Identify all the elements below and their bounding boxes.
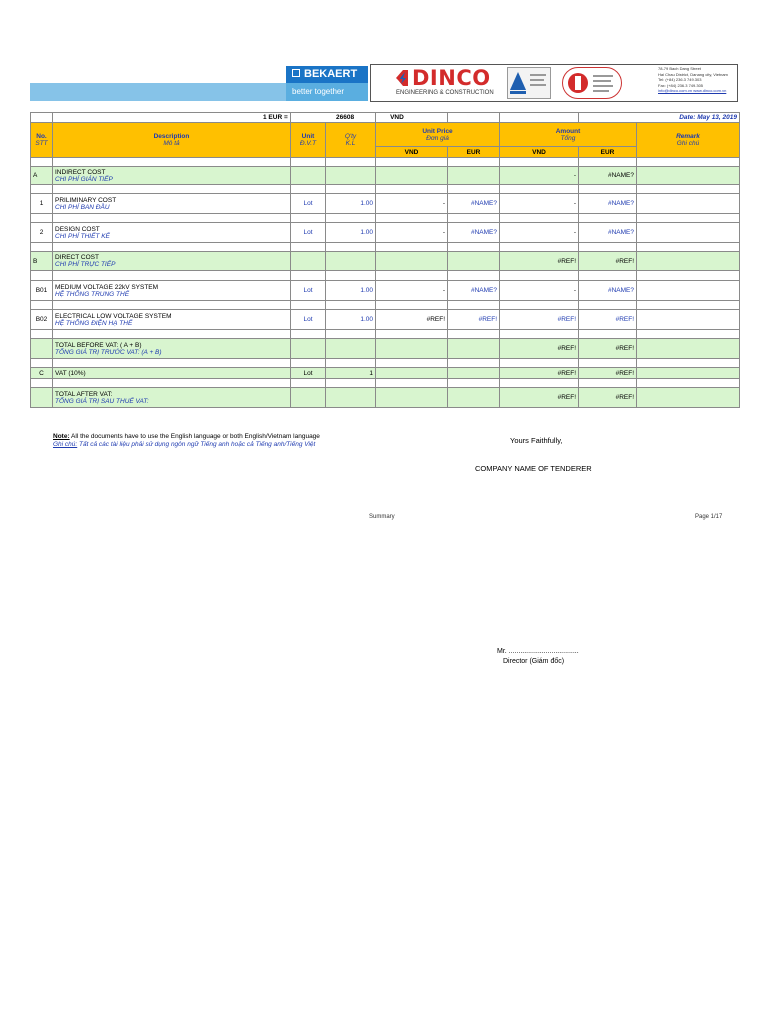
col-label: Amount	[555, 127, 581, 135]
unit-price-eur: #NAME?	[448, 281, 500, 301]
sheet-name: Summary	[369, 514, 395, 520]
desc-vi: CHI PHÍ BAN ĐẦU	[55, 203, 110, 211]
col-label: No.	[36, 133, 47, 140]
col-label-vi: Đơn giá	[426, 134, 449, 142]
note-label: Note:	[53, 433, 70, 440]
col-description-header	[53, 123, 291, 158]
desc-vi: HỆ THỐNG TRUNG THẾ	[55, 290, 130, 298]
table-row	[31, 252, 740, 271]
desc-vi: CHI PHÍ TRỰC TIẾP	[55, 261, 116, 268]
col-label: Unit	[301, 133, 315, 140]
cost-summary-table	[30, 112, 740, 408]
note-text: All the documents have to use the English language or both English/Vietnam language	[69, 433, 320, 440]
table-row	[31, 223, 740, 243]
col-label: Q'ty	[344, 133, 357, 140]
desc-en: DESIGN COST	[55, 225, 100, 233]
desc-vi: TỔNG GIÁ TRỊ TRƯỚC VAT: (A + B)	[55, 348, 162, 356]
row-description: VAT (10%)	[53, 368, 291, 379]
certification-logo-2	[562, 67, 622, 99]
row-description	[53, 310, 291, 330]
col-remark-header	[637, 123, 740, 158]
note-text-vi: Tất cả các tài liệu phải sử dụng ngôn ngữ Tiếng anh hoặc cả Tiếng anh/Tiếng Việt	[77, 441, 316, 448]
quantity: 1.00	[326, 310, 376, 330]
desc-vi: HỆ THỐNG ĐIỆN HẠ THẾ	[55, 319, 133, 327]
col-label-vi: Mô tả	[163, 140, 180, 147]
amount-eur: #NAME?	[579, 281, 637, 301]
amount-vnd: #REF!	[500, 388, 579, 408]
unit: Lot	[291, 223, 326, 243]
bekaert-logo	[286, 66, 368, 83]
quantity: 1.00	[326, 194, 376, 214]
unit: Lot	[291, 310, 326, 330]
unit: Lot	[291, 368, 326, 379]
table-row	[31, 194, 740, 214]
row-description	[53, 388, 291, 408]
document-date: Date: May 13, 2019	[679, 114, 737, 121]
row-description	[53, 194, 291, 214]
table-row	[31, 281, 740, 301]
note-label-vi: Ghi chú:	[53, 441, 78, 448]
row-description	[53, 223, 291, 243]
col-label: Unit Price	[422, 127, 453, 135]
amount-vnd: -	[500, 167, 579, 185]
address-line: 78-79 Bach Dang Street	[658, 66, 701, 71]
amount-vnd: #REF!	[500, 310, 579, 330]
row-no: B01	[31, 281, 53, 301]
col-no-header	[31, 123, 53, 158]
unit-price-vnd: -	[376, 194, 448, 214]
col-amt-eur-header: EUR	[579, 147, 637, 158]
row-no: B	[31, 252, 53, 271]
page-number: Page 1/17	[695, 514, 723, 520]
table-row	[31, 388, 740, 408]
closing-yours: Yours Faithfully,	[510, 436, 563, 445]
unit: Lot	[291, 194, 326, 214]
col-qty-header	[326, 123, 376, 158]
unit-price-eur: #NAME?	[448, 194, 500, 214]
signatory-title: Director (Giám đốc)	[503, 658, 565, 665]
col-label-vi: Ghi chú	[676, 140, 700, 147]
desc-en: DIRECT COST	[55, 254, 99, 261]
unit-price-eur: #REF!	[448, 310, 500, 330]
unit-price-vnd: -	[376, 223, 448, 243]
amount-eur: #REF!	[579, 310, 637, 330]
desc-en: MEDIUM VOLTAGE 22kV SYSTEM	[55, 283, 159, 291]
dinco-lightning-icon	[394, 68, 410, 88]
col-amount-header	[500, 123, 637, 147]
company-name-of-tenderer: COMPANY NAME OF TENDERER	[475, 464, 592, 473]
col-up-eur-header: EUR	[448, 147, 500, 158]
address-line: Tel: (+84) 236.3 749.303	[658, 77, 702, 82]
unit: Lot	[291, 281, 326, 301]
table-row	[31, 339, 740, 359]
table-row	[31, 310, 740, 330]
desc-en: TOTAL BEFORE VAT: ( A + B)	[55, 341, 142, 349]
quantity: 1	[326, 368, 376, 379]
dinco-subtitle: ENGINEERING & CONSTRUCTION	[396, 90, 494, 96]
unit-price-eur: #NAME?	[448, 223, 500, 243]
address-line: Fax: (+84) 236.3 749.305	[658, 82, 704, 88]
document-note	[53, 433, 320, 449]
col-label-vi: Tổng	[560, 134, 576, 142]
bekaert-tagline: better together	[286, 83, 368, 101]
amount-eur: #NAME?	[579, 167, 637, 185]
desc-en: PRILIMINARY COST	[55, 196, 117, 204]
col-label-vi: STT	[35, 140, 48, 147]
amount-vnd: -	[500, 223, 579, 243]
desc-en: TOTAL AFTER VAT:	[55, 390, 113, 398]
row-no: A	[31, 167, 53, 185]
quantity: 1.00	[326, 281, 376, 301]
amount-vnd: #REF!	[500, 368, 579, 379]
amount-vnd: #REF!	[500, 252, 579, 271]
iso-badge-icon	[563, 68, 621, 98]
dinco-logo-text: DINCO	[412, 66, 491, 90]
amount-vnd: -	[500, 281, 579, 301]
certification-logo-1	[507, 67, 551, 99]
col-label-vi: K.L	[345, 140, 356, 147]
unit-price-vnd: -	[376, 281, 448, 301]
amount-vnd: #REF!	[500, 339, 579, 359]
unit-price-vnd: #REF!	[376, 310, 448, 330]
col-label: Description	[153, 133, 190, 140]
amount-eur: #REF!	[579, 252, 637, 271]
amount-eur: #REF!	[579, 388, 637, 408]
col-unit-price-header	[376, 123, 500, 147]
col-label-vi: Đ.V.T	[299, 140, 317, 147]
row-no: 1	[31, 194, 53, 214]
table-row	[31, 368, 740, 379]
desc-en: INDIRECT COST	[55, 168, 106, 176]
desc-vi: TỔNG GIÁ TRỊ SAU THUẾ VAT:	[55, 397, 149, 405]
row-no: C	[31, 368, 53, 379]
col-amt-vnd-header: VND	[500, 147, 579, 158]
col-label: Remark	[676, 133, 700, 140]
col-up-vnd-header: VND	[376, 147, 448, 158]
signatory-line: Mr. ....................................	[497, 648, 579, 655]
rate-label: 1 EUR =	[263, 114, 288, 121]
row-description	[53, 252, 291, 271]
row-description	[53, 339, 291, 359]
col-unit-header	[291, 123, 326, 158]
address-line: Hai Chau District, Danang city, Vietnam	[658, 71, 728, 77]
amount-eur: #REF!	[579, 368, 637, 379]
quantity: 1.00	[326, 223, 376, 243]
company-address	[658, 66, 736, 94]
row-no: 2	[31, 223, 53, 243]
tuv-icon	[508, 68, 550, 98]
desc-en: ELECTRICAL LOW VOLTAGE SYSTEM	[55, 312, 172, 320]
table-row	[31, 167, 740, 185]
row-no: B02	[31, 310, 53, 330]
address-line: info@dinco.com.vn www.dinco.com.vn	[658, 88, 727, 93]
row-description	[53, 167, 291, 185]
rate-value: 26608	[336, 114, 355, 121]
amount-vnd: -	[500, 194, 579, 214]
bekaert-square-icon	[292, 69, 300, 77]
amount-eur: #NAME?	[579, 223, 637, 243]
desc-vi: CHI PHÍ GIÁN TIẾP	[55, 175, 113, 183]
amount-eur: #NAME?	[579, 194, 637, 214]
bekaert-name: BEKAERT	[304, 68, 358, 80]
amount-eur: #REF!	[579, 339, 637, 359]
rate-currency: VND	[390, 114, 404, 121]
row-description	[53, 281, 291, 301]
desc-vi: CHI PHÍ THIẾT KẾ	[55, 232, 110, 240]
